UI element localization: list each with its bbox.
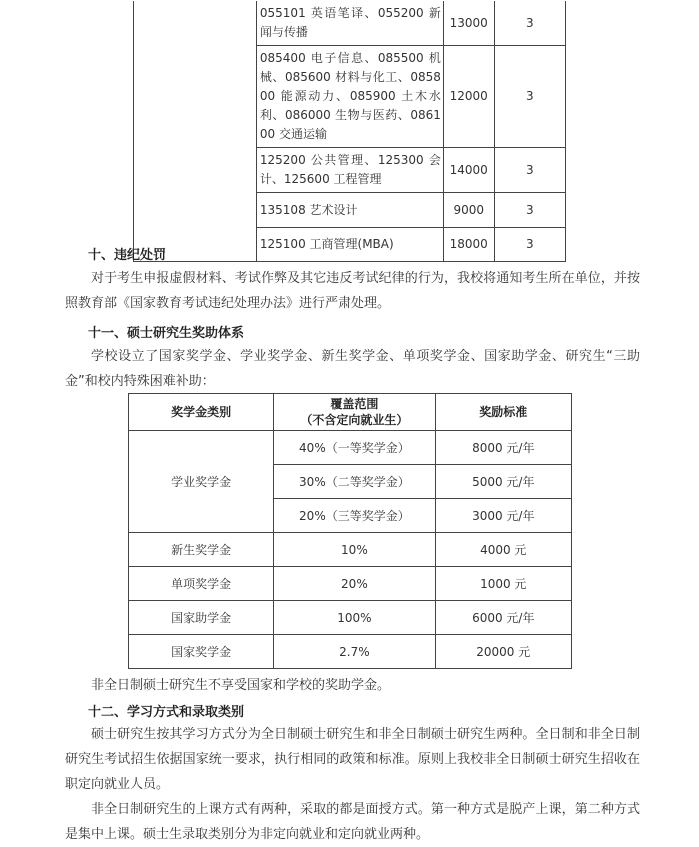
tuition-fee-table xyxy=(133,1,566,262)
amount-cell: 4000 元 xyxy=(435,533,571,567)
amount-cell: 8000 元/年 xyxy=(435,431,571,465)
study-mode-paragraph-2: 非全日制研究生的上课方式有两种，采取的都是面授方式。第一种方式是脱产上课，第二种方式是集中上课。硕士生录取类别分为非定向就业和定向就业两种。 xyxy=(65,802,640,842)
type-cell: 国家奖学金 xyxy=(129,635,274,669)
merged-category-cell xyxy=(134,1,257,262)
type-cell: 新生奖学金 xyxy=(129,533,274,567)
coverage-cell: 30%（二等奖学金） xyxy=(274,465,435,499)
table-row xyxy=(134,1,566,46)
table-row xyxy=(129,635,572,669)
major-cell: 125100 工商管理(MBA) xyxy=(256,228,443,262)
section-heading-scholarship: 十一、硕士研究生奖助体系 xyxy=(88,326,245,341)
amount-cell: 20000 元 xyxy=(435,635,571,669)
header-coverage-line1: 覆盖范围 xyxy=(330,397,379,411)
years-cell: 3 xyxy=(494,193,565,228)
coverage-cell: 20% xyxy=(274,567,435,601)
amount-cell: 6000 元/年 xyxy=(435,601,571,635)
amount-cell: 1000 元 xyxy=(435,567,571,601)
years-cell: 3 xyxy=(494,228,565,262)
coverage-cell: 10% xyxy=(274,533,435,567)
fee-cell: 18000 xyxy=(443,228,494,262)
major-cell: 125200 公共管理、125300 会计、125600 工程管理 xyxy=(256,148,443,193)
table-row xyxy=(129,533,572,567)
study-mode-paragraph-1: 硕士研究生按其学习方式分为全日制硕士研究生和非全日制硕士研究生两种。全日制和非全日制研究生考试招生依据国家统一要求，执行相同的政策和标准。原则上我校非全日制硕士研究生招收在职定向就业人员。 xyxy=(65,727,640,792)
years-cell: 3 xyxy=(494,46,565,148)
major-cell: 055101 英语笔译、055200 新闻与传播 xyxy=(256,1,443,46)
scholarship-note: 非全日制硕士研究生不享受国家和学校的奖助学金。 xyxy=(91,678,391,693)
coverage-cell: 40%（一等奖学金） xyxy=(274,431,435,465)
coverage-cell: 100% xyxy=(274,601,435,635)
table-header-row xyxy=(129,394,572,431)
major-cell: 135108 艺术设计 xyxy=(256,193,443,228)
coverage-cell: 20%（三等奖学金） xyxy=(274,499,435,533)
table-row xyxy=(129,601,572,635)
fee-cell: 12000 xyxy=(443,46,494,148)
type-cell: 国家助学金 xyxy=(129,601,274,635)
fee-cell: 13000 xyxy=(443,1,494,46)
amount-cell: 5000 元/年 xyxy=(435,465,571,499)
amount-cell: 3000 元/年 xyxy=(435,499,571,533)
table-row xyxy=(129,567,572,601)
years-cell: 3 xyxy=(494,1,565,46)
section-heading-study-mode: 十二、学习方式和录取类别 xyxy=(88,705,245,720)
scholarship-table xyxy=(128,393,572,669)
discipline-paragraph: 对于考生申报虚假材料、考试作弊及其它违反考试纪律的行为，我校将通知考生所在单位，并按照教育部《国家教育考试违纪处理办法》进行严肃处理。 xyxy=(65,271,640,311)
major-cell: 085400 电子信息、085500 机械、085600 材料与化工、085800 能源动力、085900 土木水利、086000 生物与医药、086100 交通运输 xyxy=(256,46,443,148)
coverage-cell: 2.7% xyxy=(274,635,435,669)
scholarship-intro: 学校设立了国家奖学金、学业奖学金、新生奖学金、单项奖学金、国家助学金、研究生“三助金”和校内特殊困难补助： xyxy=(65,349,640,389)
section-heading-discipline: 十、违纪处罚 xyxy=(88,248,167,263)
fee-cell: 14000 xyxy=(443,148,494,193)
academic-scholarship-cell: 学业奖学金 xyxy=(129,431,274,533)
years-cell: 3 xyxy=(494,148,565,193)
type-cell: 单项奖学金 xyxy=(129,567,274,601)
header-amount: 奖励标准 xyxy=(435,394,571,431)
header-coverage-line2: （不含定向就业生） xyxy=(300,413,409,427)
header-coverage xyxy=(274,394,435,431)
table-row xyxy=(129,431,572,465)
header-category: 奖学金类别 xyxy=(129,394,274,431)
fee-cell: 9000 xyxy=(443,193,494,228)
